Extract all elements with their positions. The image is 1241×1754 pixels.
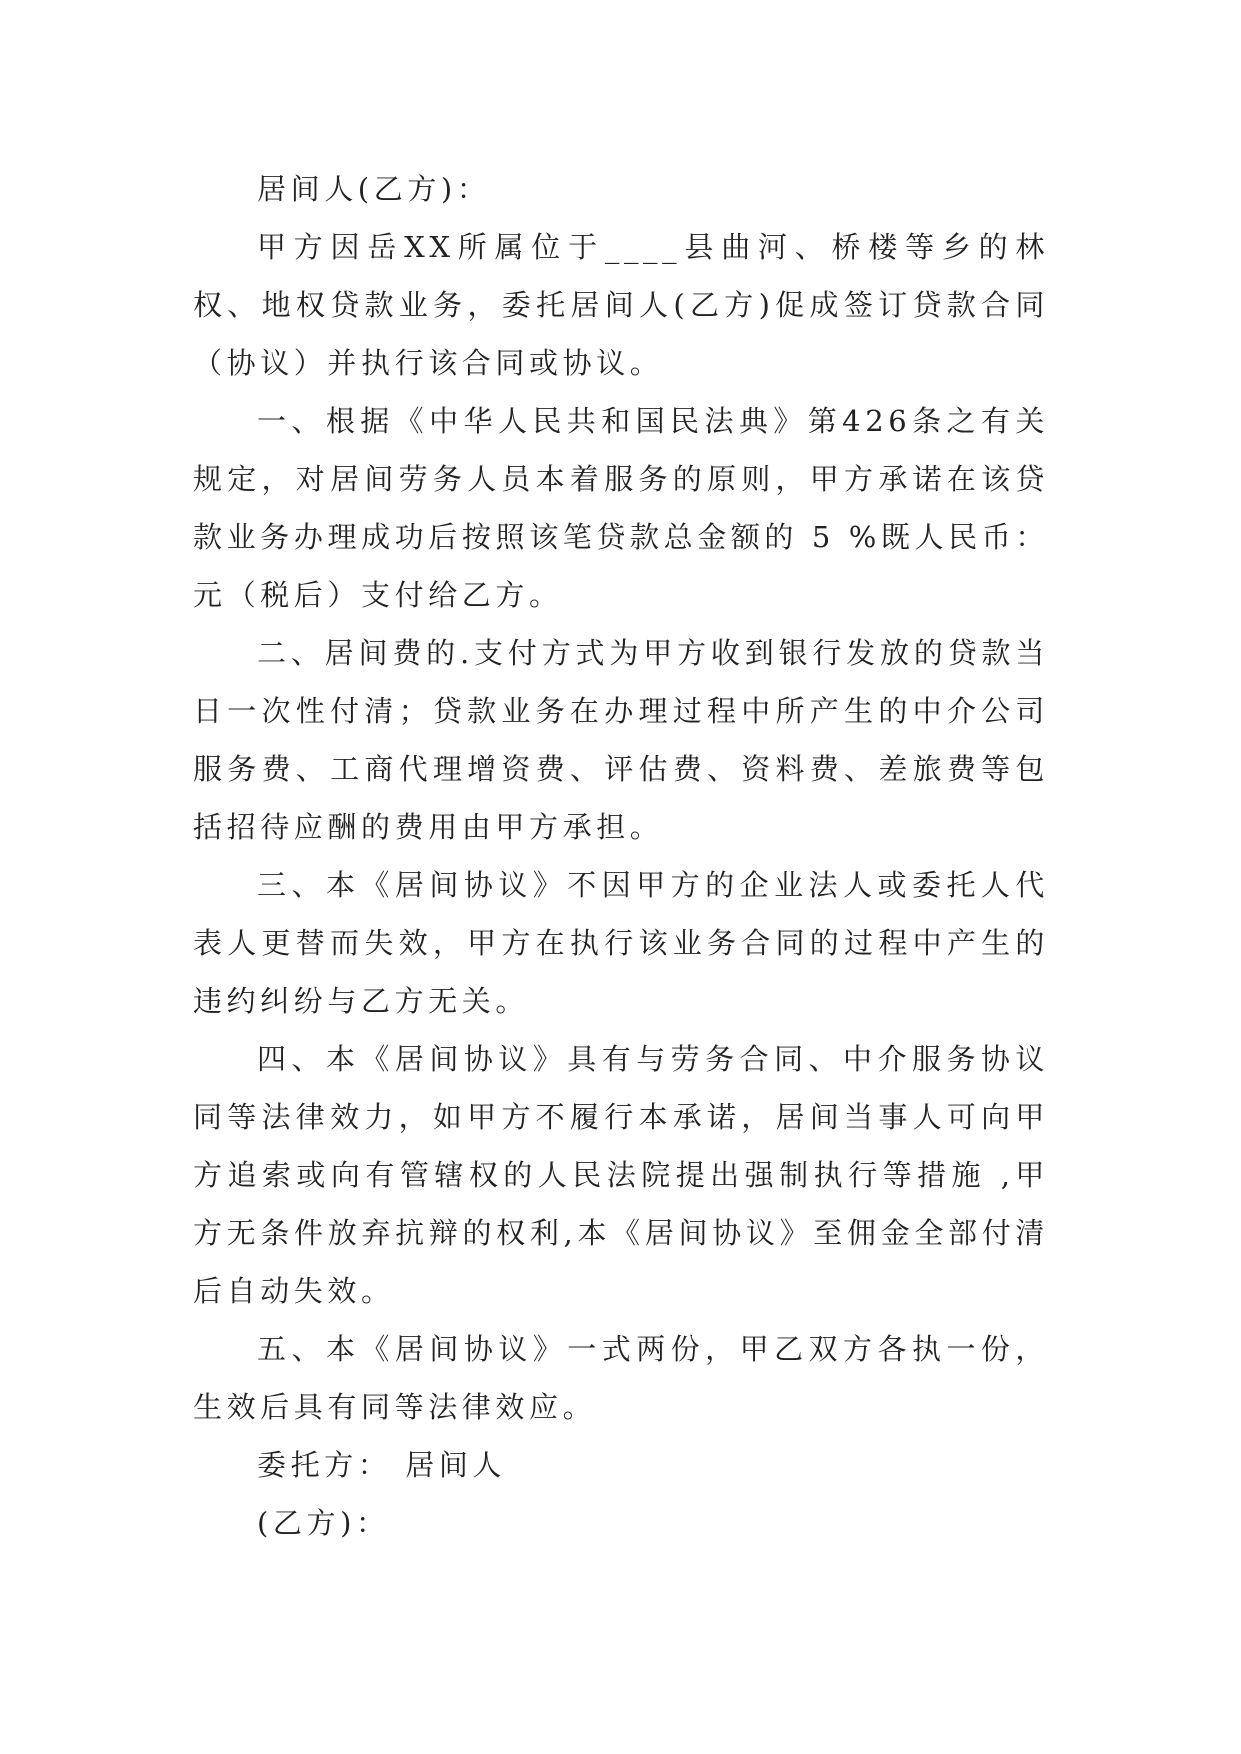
clause-two: 二、居间费的.支付方式为甲方收到银行发放的贷款当日一次性付清；贷款业务在办理过程中所产生的中介公司服务费、工商代理增资费、评估费、资料费、差旅费等包括招待应酬的费用由甲方承担。 xyxy=(193,636,1049,844)
document-body xyxy=(193,160,1049,1552)
party-b-heading: 居间人(乙方)： xyxy=(257,172,491,206)
intro-paragraph: 甲方因岳XX所属位于____县曲河、桥楼等乡的林权、地权贷款业务，委托居间人(乙方)促成签订贷款合同（协议）并执行该合同或协议。 xyxy=(193,230,1049,380)
signature-principal: 委托方： 居间人 xyxy=(257,1448,507,1482)
clause-five: 五、本《居间协议》一式两份，甲乙双方各执一份，生效后具有同等法律效应。 xyxy=(193,1332,1049,1424)
clause-one: 一、根据《中华人民共和国民法典》第426条之有关规定，对居间劳务人员本着服务的原则，甲方承诺在该贷款业务办理成功后按照该笔贷款总金额的 5 %既人民币：元（税后）支付给乙方。 xyxy=(193,404,1049,612)
clause-four: 四、本《居间协议》具有与劳务合同、中介服务协议同等法律效力，如甲方不履行本承诺，居间当事人可向甲方追索或向有管辖权的人民法院提出强制执行等措施 ,甲方无条件放弃抗辩的权利,本《居间协议》至佣金全部付清后自动失效。 xyxy=(193,1042,1049,1308)
signature-party-b: (乙方)： xyxy=(257,1506,390,1540)
clause-three: 三、本《居间协议》不因甲方的企业法人或委托人代表人更替而失效，甲方在执行该业务合同的过程中产生的违约纠纷与乙方无关。 xyxy=(193,868,1049,1018)
